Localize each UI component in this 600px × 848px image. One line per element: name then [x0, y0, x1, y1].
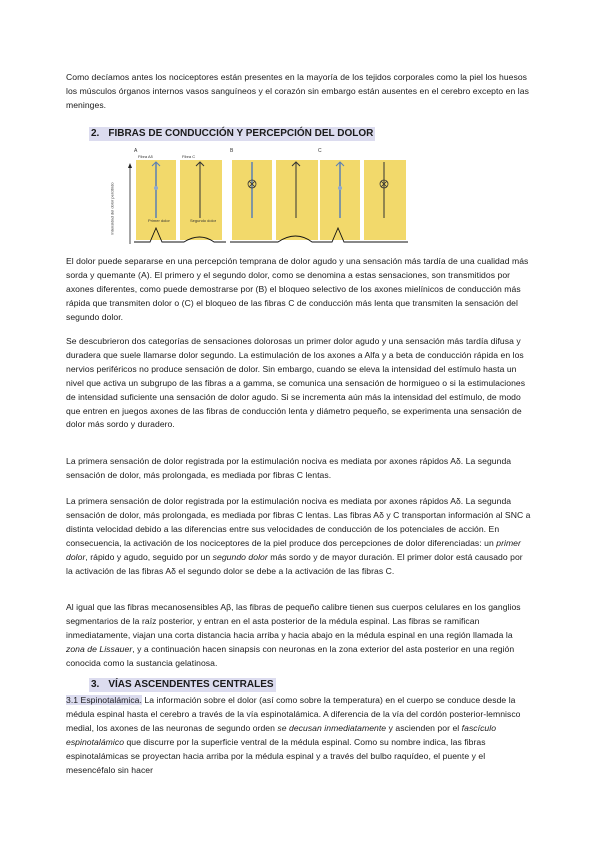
p6-term-tract: fascículo espinotalámico — [66, 722, 497, 747]
p6-term-decussate: se decusan inmediatamente — [277, 722, 387, 733]
figure-label-first-pain: Primer dolor — [148, 218, 170, 223]
pain-fibers-figure — [109, 148, 408, 248]
section-3-heading — [89, 678, 276, 692]
section-3-title: VÍAS ASCENDENTES CENTRALES — [108, 679, 274, 690]
p4-text-e: más sordo y de mayor duración. El primer dolor está causado por la activación de las fibras Aδ el segundo dolor se debe a la activación de las fibras C. — [66, 551, 523, 576]
paragraph-pain-categories: Se descubrieron dos categorías de sensaciones dolorosas un primer dolor agudo y una sensación más tardía difusa y duradera que suele llamarse dolor segundo. La estimulación de los axones a Alfa y a beta de conducción rápida en los nervios periféricos no produce sensación de dolor. Sin embargo, cuando se eleva la intensidad del estímulo hasta un nivel que activa un subgrupo de las fibras a a gamma, se comunica una sensación de hormigueo o si la estimulaciones de intensidad suficiente una sensación de dolor agudo. Si se incrementa aún más la intensidad del estímulo, de modo que entren en juegos axones de las fibras de conducción lenta y diámetro pequeño, se experimenta una sensación de dolor más sordo y duradero. — [66, 336, 526, 430]
p4-text-a: La primera sensación de dolor registrada por la estimulación nociva es mediata por axones rápidos Aδ. La segunda sensación de dolor, más prolongada, es mediada por fibras C lentas. Las fibras Aδ y C transportan información al SNC a distinta velocidad debido a las diferencias entre sus velocidades de conducción de los potenciales de acción. En consecuencia, la activación de los nociceptores de la piel produce dos percepciones de dolor diferenciadas: un — [66, 496, 531, 548]
figure-panel-c-drawing — [318, 158, 408, 244]
section-2-title: FIBRAS DE CONDUCCIÓN Y PERCEPCIÓN DEL DOLOR — [108, 128, 374, 139]
paragraph-spinothalamic — [66, 694, 531, 777]
paragraph-conduction-speed — [66, 495, 531, 578]
figure-y-axis-label: Intensidad del dolor percibido — [109, 182, 115, 235]
paragraph-first-second-pain: La primera sensación de dolor registrada por la estimulación nociva es mediata por axones rápidos Aδ. La segunda sensación de dolor, más prolongada, es mediada por fibras C lentas. — [66, 456, 512, 480]
p5-term-lissauer: zona de Lissauer — [66, 643, 133, 654]
figure-y-axis — [118, 160, 134, 246]
p6-text-e: que discurre por la superficie ventral de la médula espinal. Como su nombre indica, las fibras espinotalámicas se proyectan hacia arriba por la médula espinal y a través del bulbo raquídeo, el puente y el mesencéfalo sin hacer — [66, 736, 486, 775]
figure-panel-a-letter: A — [134, 148, 138, 154]
paragraph-fibers-description: El dolor puede separarse en una percepción temprana de dolor agudo y una sensación más tardía de una cualidad más sorda y quemante (A). El primero y el segundo dolor, como se denomina a estas sensaciones, son transmitidos por axones diferentes, como puede demostrarse por (B) el bloqueo selectivo de los axones mielínicos de conducción más rápida que transmiten dolor o (C) el bloqueo de las fibras C de conducción más lenta que transmiten la sensación del segundo dolor. — [66, 256, 529, 322]
figure-label-fiber-c: Fibra C — [182, 154, 196, 159]
figure-panel-b — [230, 158, 320, 244]
subsection-3-1-label: 3.1 Espinotalámica. — [66, 695, 142, 705]
p5-text-c: , y a continuación hacen sinapsis con neuronas en la zona exterior del asta posterior en una región conocida como la sustancia gelatinosa. — [66, 643, 515, 668]
figure-panel-c-letter: C — [318, 148, 322, 154]
section-2-heading — [89, 127, 375, 141]
p4-text-c: , rápido y agudo, seguido por un — [85, 551, 213, 562]
figure-panel-b-drawing — [230, 158, 320, 244]
figure-panel-a-drawing — [134, 158, 226, 244]
figure-panel-c — [318, 158, 408, 244]
intro-paragraph: Como decíamos antes los nociceptores están presentes en la mayoría de los tejidos corporales como la piel los huesos los músculos órganos internos vasos sanguíneos y el corazón sin embargo están ausentes en el cerebro excepto en las meninges. — [66, 72, 529, 110]
p6-text-a: La información sobre el dolor (así como sobre la temperatura) en el cuerpo se conduce desde la médula espinal hasta el cerebro a través de la vía espinotalámica. A diferencia de la vía del cordón posterior-lemnisco medial, los axones de las neuronas de segundo orden — [66, 695, 521, 733]
paragraph-lissauer-zone — [66, 601, 531, 671]
p5-text-a: Al igual que las fibras mecanosensibles Aβ, las fibras de pequeño calibre tienen sus cuerpos celulares en los ganglios segmentarios de la raíz posterior, y entran en el asta posterior de la médula espinal. Las fibras se ramifican inmediatamente, viajan una corta distancia hacia arriba y hacia abajo en la médula espinal en una región llamada la — [66, 602, 521, 640]
p4-term-first-pain: primer dolor — [66, 537, 521, 562]
section-2-number: 2. — [91, 128, 100, 139]
section-3-number: 3. — [91, 679, 100, 690]
figure-panel-a — [134, 154, 226, 244]
figure-label-second-pain: Segundo dolor — [190, 218, 217, 223]
figure-label-fiber-ad: Fibra Aδ — [138, 154, 153, 159]
figure-panel-b-letter: B — [230, 148, 234, 154]
p6-text-c: y ascienden por el — [386, 722, 462, 733]
p4-term-second-pain: segundo dolor — [212, 551, 268, 562]
